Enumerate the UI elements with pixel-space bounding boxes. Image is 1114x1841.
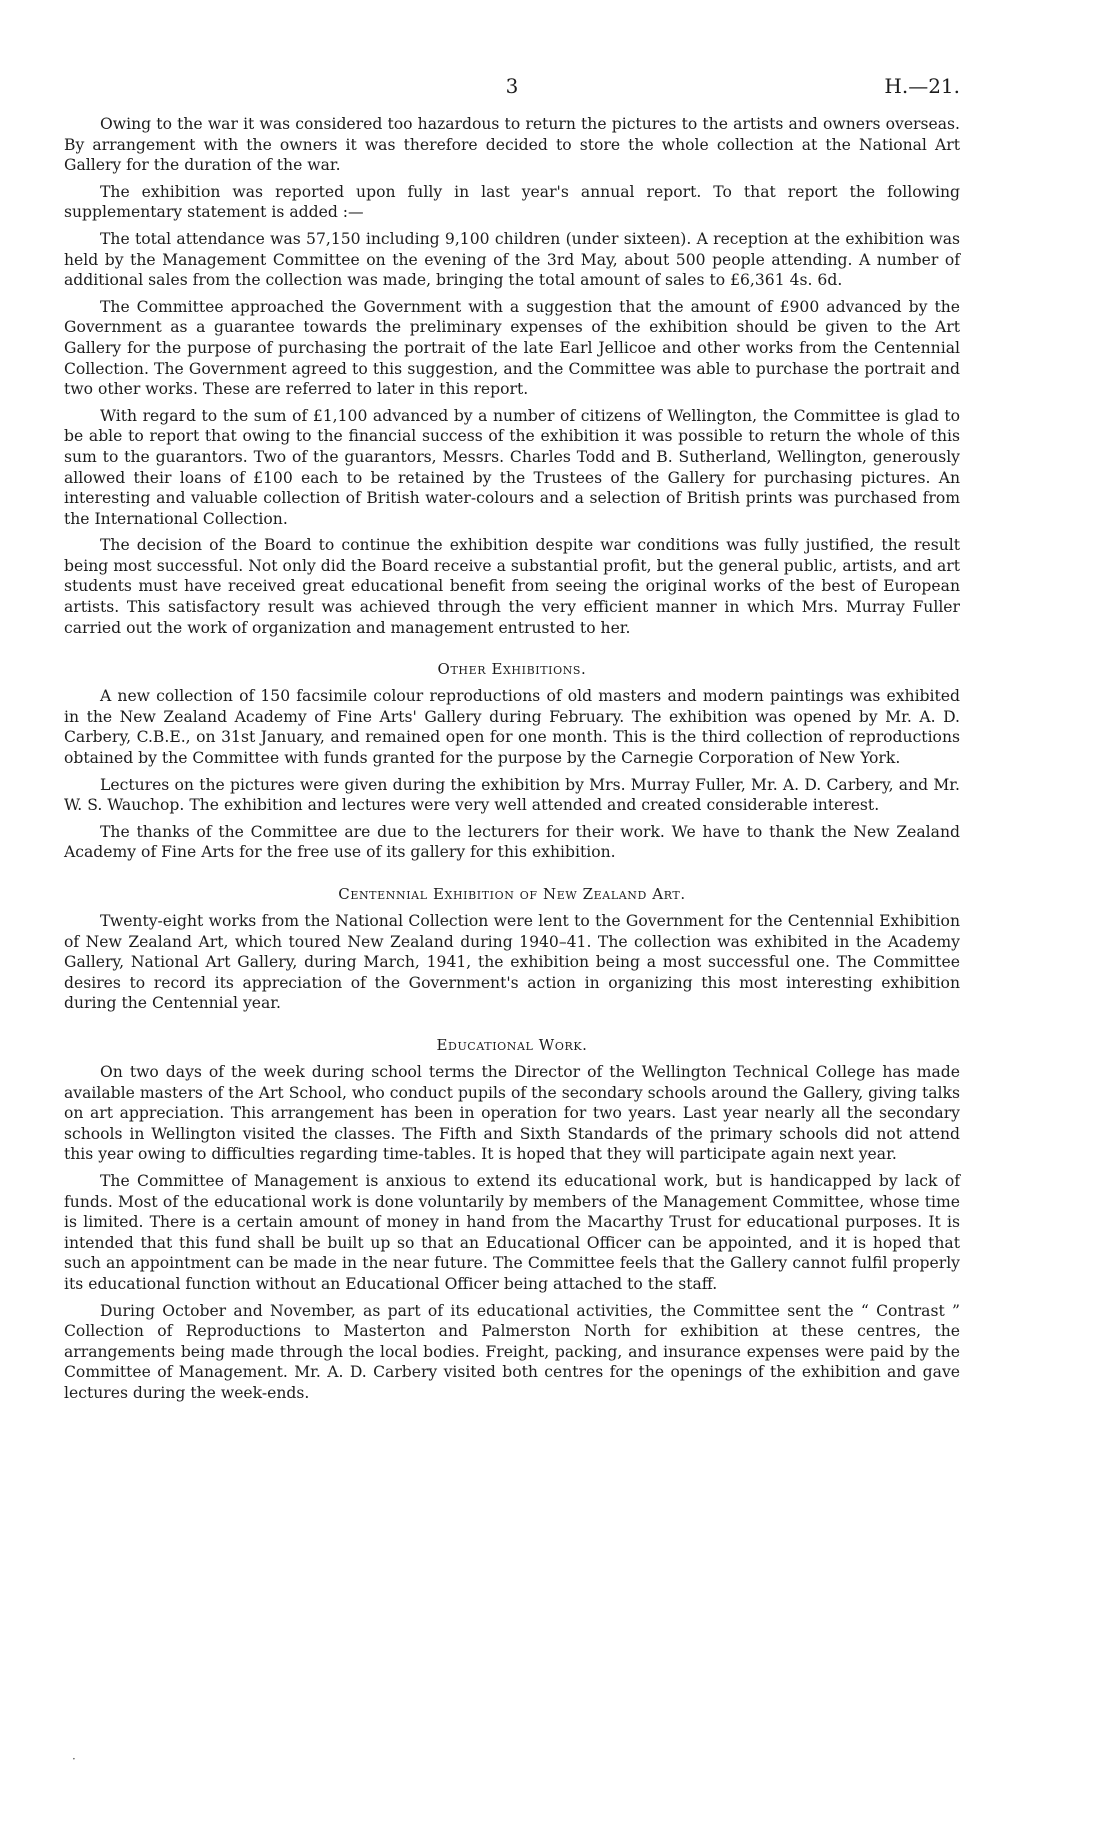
paragraph: The total attendance was 57,150 including 9,100 children (under sixteen). A reception at the exhibition was held by the Management Committee on the evening of the 3rd May, about 500 people attending. A number of additional sales from the collection was made, bringing the total amount of sales to £6,361 4s. 6d. xyxy=(64,229,960,290)
section-heading: Centennial Exhibition of New Zealand Art. xyxy=(338,885,686,903)
intro-section xyxy=(64,114,960,638)
document-reference-code: H.—21. xyxy=(884,74,960,98)
document-page xyxy=(64,74,960,1409)
paragraph: Lectures on the pictures were given during the exhibition by Mrs. Murray Fuller, Mr. A. D. Carbery, and Mr. W. S. Wauchop. The exhibition and lectures were very well attended and created considerable interest. xyxy=(64,775,960,815)
paragraph: On two days of the week during school terms the Director of the Wellington Technical College has made available masters of the Art School, who conduct pupils of the secondary schools around the Gallery, giving talks on art appreciation. This arrangement has been in operation for two years. Last year nearly all the secondary schools in Wellington visited the classes. The Fifth and Sixth Standards of the primary schools did not attend this year owing to difficulties regarding time-tables. It is hoped that they will participate again next year. xyxy=(64,1062,960,1164)
paragraph: The Committee approached the Government with a suggestion that the amount of £900 advanced by the Government as a guarantee towards the preliminary expenses of the exhibition should be given to the Art Gallery for the purpose of purchasing the portrait of the late Earl Jellicoe and other works from the Centennial Collection. The Government agreed to this suggestion, and the Committee was able to purchase the portrait and two other works. These are referred to later in this report. xyxy=(64,297,960,399)
paragraph: The Committee of Management is anxious to extend its educational work, but is handicapped by lack of funds. Most of the educational work is done voluntarily by members of the Management Committee, whose time is limited. There is a certain amount of money in hand from the Macarthy Trust for educational purposes. It is intended that this fund shall be built up so that an Educational Officer can be appointed, and it is hoped that such an appointment can be made in the near future. The Committee feels that the Gallery cannot fulfil properly its educational function without an Educational Officer being attached to the staff. xyxy=(64,1171,960,1293)
paragraph: Owing to the war it was considered too hazardous to return the pictures to the artists and owners overseas. By arrangement with the owners it was therefore decided to store the whole collection at the National Art Gallery for the duration of the war. xyxy=(64,115,960,175)
paragraph: During October and November, as part of its educational activities, the Committee sent the “ Contrast ” Collection of Reproductions to Masterton and Palmerston North for exhibition at these centres, the arrangements being made through the local bodies. Freight, packing, and insurance expenses were paid by the Committee of Management. Mr. A. D. Carbery visited both centres for the openings of the exhibition and gave lectures during the week-ends. xyxy=(64,1301,960,1402)
paragraph: The thanks of the Committee are due to the lecturers for their work. We have to thank the New Zealand Academy of Fine Arts for the free use of its gallery for this exhibition. xyxy=(64,822,960,862)
stray-mark: · xyxy=(72,1752,76,1766)
section-heading: Other Exhibitions. xyxy=(437,660,587,679)
educational-work-section xyxy=(64,1036,960,1404)
paragraph: A new collection of 150 facsimile colour reproductions of old masters and modern paintings was exhibited in the New Zealand Academy of Fine Arts' Gallery during February. The exhibition was opened by Mr. A. D. Carbery, C.B.E., on 31st January, and remained open for one month. This is the third collection of reproductions obtained by the Committee with funds granted for the purpose by the Carnegie Corporation of New York. xyxy=(64,687,960,768)
paragraph: With regard to the sum of £1,100 advanced by a number of citizens of Wellington, the Committee is glad to be able to report that owing to the financial success of the exhibition it was possible to return the whole of this sum to the guarantors. Two of the guarantors, Messrs. Charles Todd and B. Sutherland, Wellington, generously allowed their loans of £100 each to be retained by the Trustees of the Gallery for purchasing pictures. An interesting and valuable collection of British water-colours and a selection of British prints was purchased from the International Collection. xyxy=(64,406,960,528)
paragraph: The decision of the Board to continue the exhibition despite war conditions was fully justified, the result being most successful. Not only did the Board receive a substantial profit, but the general public, artists, and art students must have received great educational benefit from seeing the original works of the best of European artists. This satisfactory result was achieved through the very efficient manner in which Mrs. Murray Fuller carried out the work of organization and management entrusted to her. xyxy=(64,536,960,637)
page-header xyxy=(64,74,960,114)
paragraph: Twenty-eight works from the National Collection were lent to the Government for the Centennial Exhibition of New Zealand Art, which toured New Zealand during 1940–41. The collection was exhibited in the Academy Gallery, National Art Gallery, during March, 1941, the exhibition being a most successful one. The Committee desires to record its appreciation of the Government's action in organizing this most interesting exhibition during the Centennial year. xyxy=(64,912,960,1013)
section-heading: Educational Work. xyxy=(436,1035,588,1054)
paragraph: The exhibition was reported upon fully in last year's annual report. To that report the following supplementary statement is added :— xyxy=(64,182,960,222)
other-exhibitions-section xyxy=(64,660,960,863)
centennial-section xyxy=(64,885,960,1014)
page-number: 3 xyxy=(505,74,519,98)
